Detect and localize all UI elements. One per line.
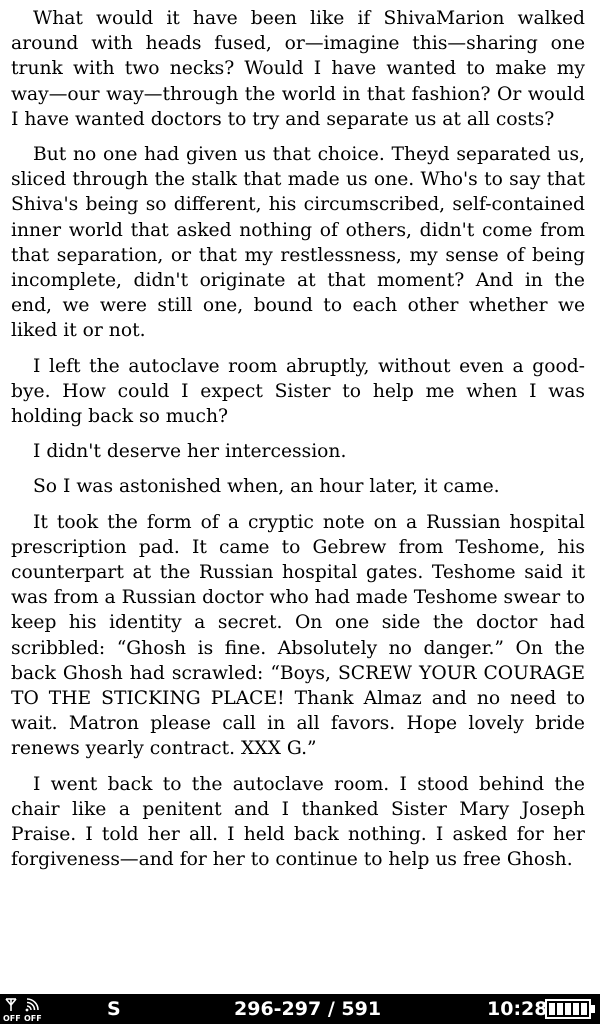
battery-cell <box>581 1003 587 1015</box>
battery-cell <box>565 1003 571 1015</box>
antenna-icon <box>6 999 16 1011</box>
paragraph: So I was astonished when, an hour later, it came. <box>33 476 500 498</box>
paragraph: It took the form of a cryptic note on a Russian hospital prescription pad. It came to Gebrew from Teshome, his counterpart at the Russian hospital gates. Teshome said it was from a Russian doctor who had made Teshome swear to keep his identity a secret. On one side the doctor had scribbled: “Ghosh is fine. Absolutely no danger.” On the back Ghosh had scrawled: “Boys, SCREW YOUR COURAGE TO THE STICKING PLACE! Thank Almaz and no need to wait. Matron please call in all favors. Hope lovely bride renews yearly contract. XXX G.” <box>11 511 585 760</box>
paragraph: I left the autoclave room abruptly, without even a good-bye. How could I expect Sister to help me when I was holding back so much? <box>11 355 585 428</box>
book-page <box>11 6 585 883</box>
connectivity-indicators <box>3 996 45 1022</box>
paragraph: What would it have been like if ShivaMarion walked around with heads fused, or—imagine this—sharing one trunk with two necks? Would I have wanted to make my way—our way—through the world in that fashion? Or would I have wanted doctors to try and separate us at all costs? <box>11 8 585 130</box>
battery-icon <box>545 999 597 1019</box>
signal-off-label: OFF <box>24 1014 42 1022</box>
reading-mode-indicator: S <box>107 998 121 1020</box>
clock: 10:28 <box>487 998 548 1020</box>
paragraph: But no one had given us that choice. Theyd separated us, sliced through the stalk that made us one. Who's to say that Shiva's being so different, his circumscribed, self-contained inner world that asked nothing of others, didn't come from that separation, or that my restlessness, my sense of being incomplete, didn't originate at that moment? And in the end, we were still one, bound to each other whether we liked it or not. <box>11 144 585 342</box>
battery-cell <box>549 1003 555 1015</box>
status-bar <box>0 994 600 1024</box>
wifi-signal-icon <box>26 999 38 1011</box>
paragraph: I didn't deserve her intercession. <box>33 441 347 463</box>
paragraph: I went back to the autoclave room. I stood behind the chair like a penitent and I thanked Sister Mary Joseph Praise. I told her all. I held back nothing. I asked for her forgiveness—and for her to continue to help us free Ghosh. <box>11 773 585 871</box>
battery-cell <box>573 1003 579 1015</box>
wireless-off-label: OFF <box>3 1014 21 1022</box>
page-indicator: 296-297 / 591 <box>234 998 382 1020</box>
battery-cell <box>557 1003 563 1015</box>
